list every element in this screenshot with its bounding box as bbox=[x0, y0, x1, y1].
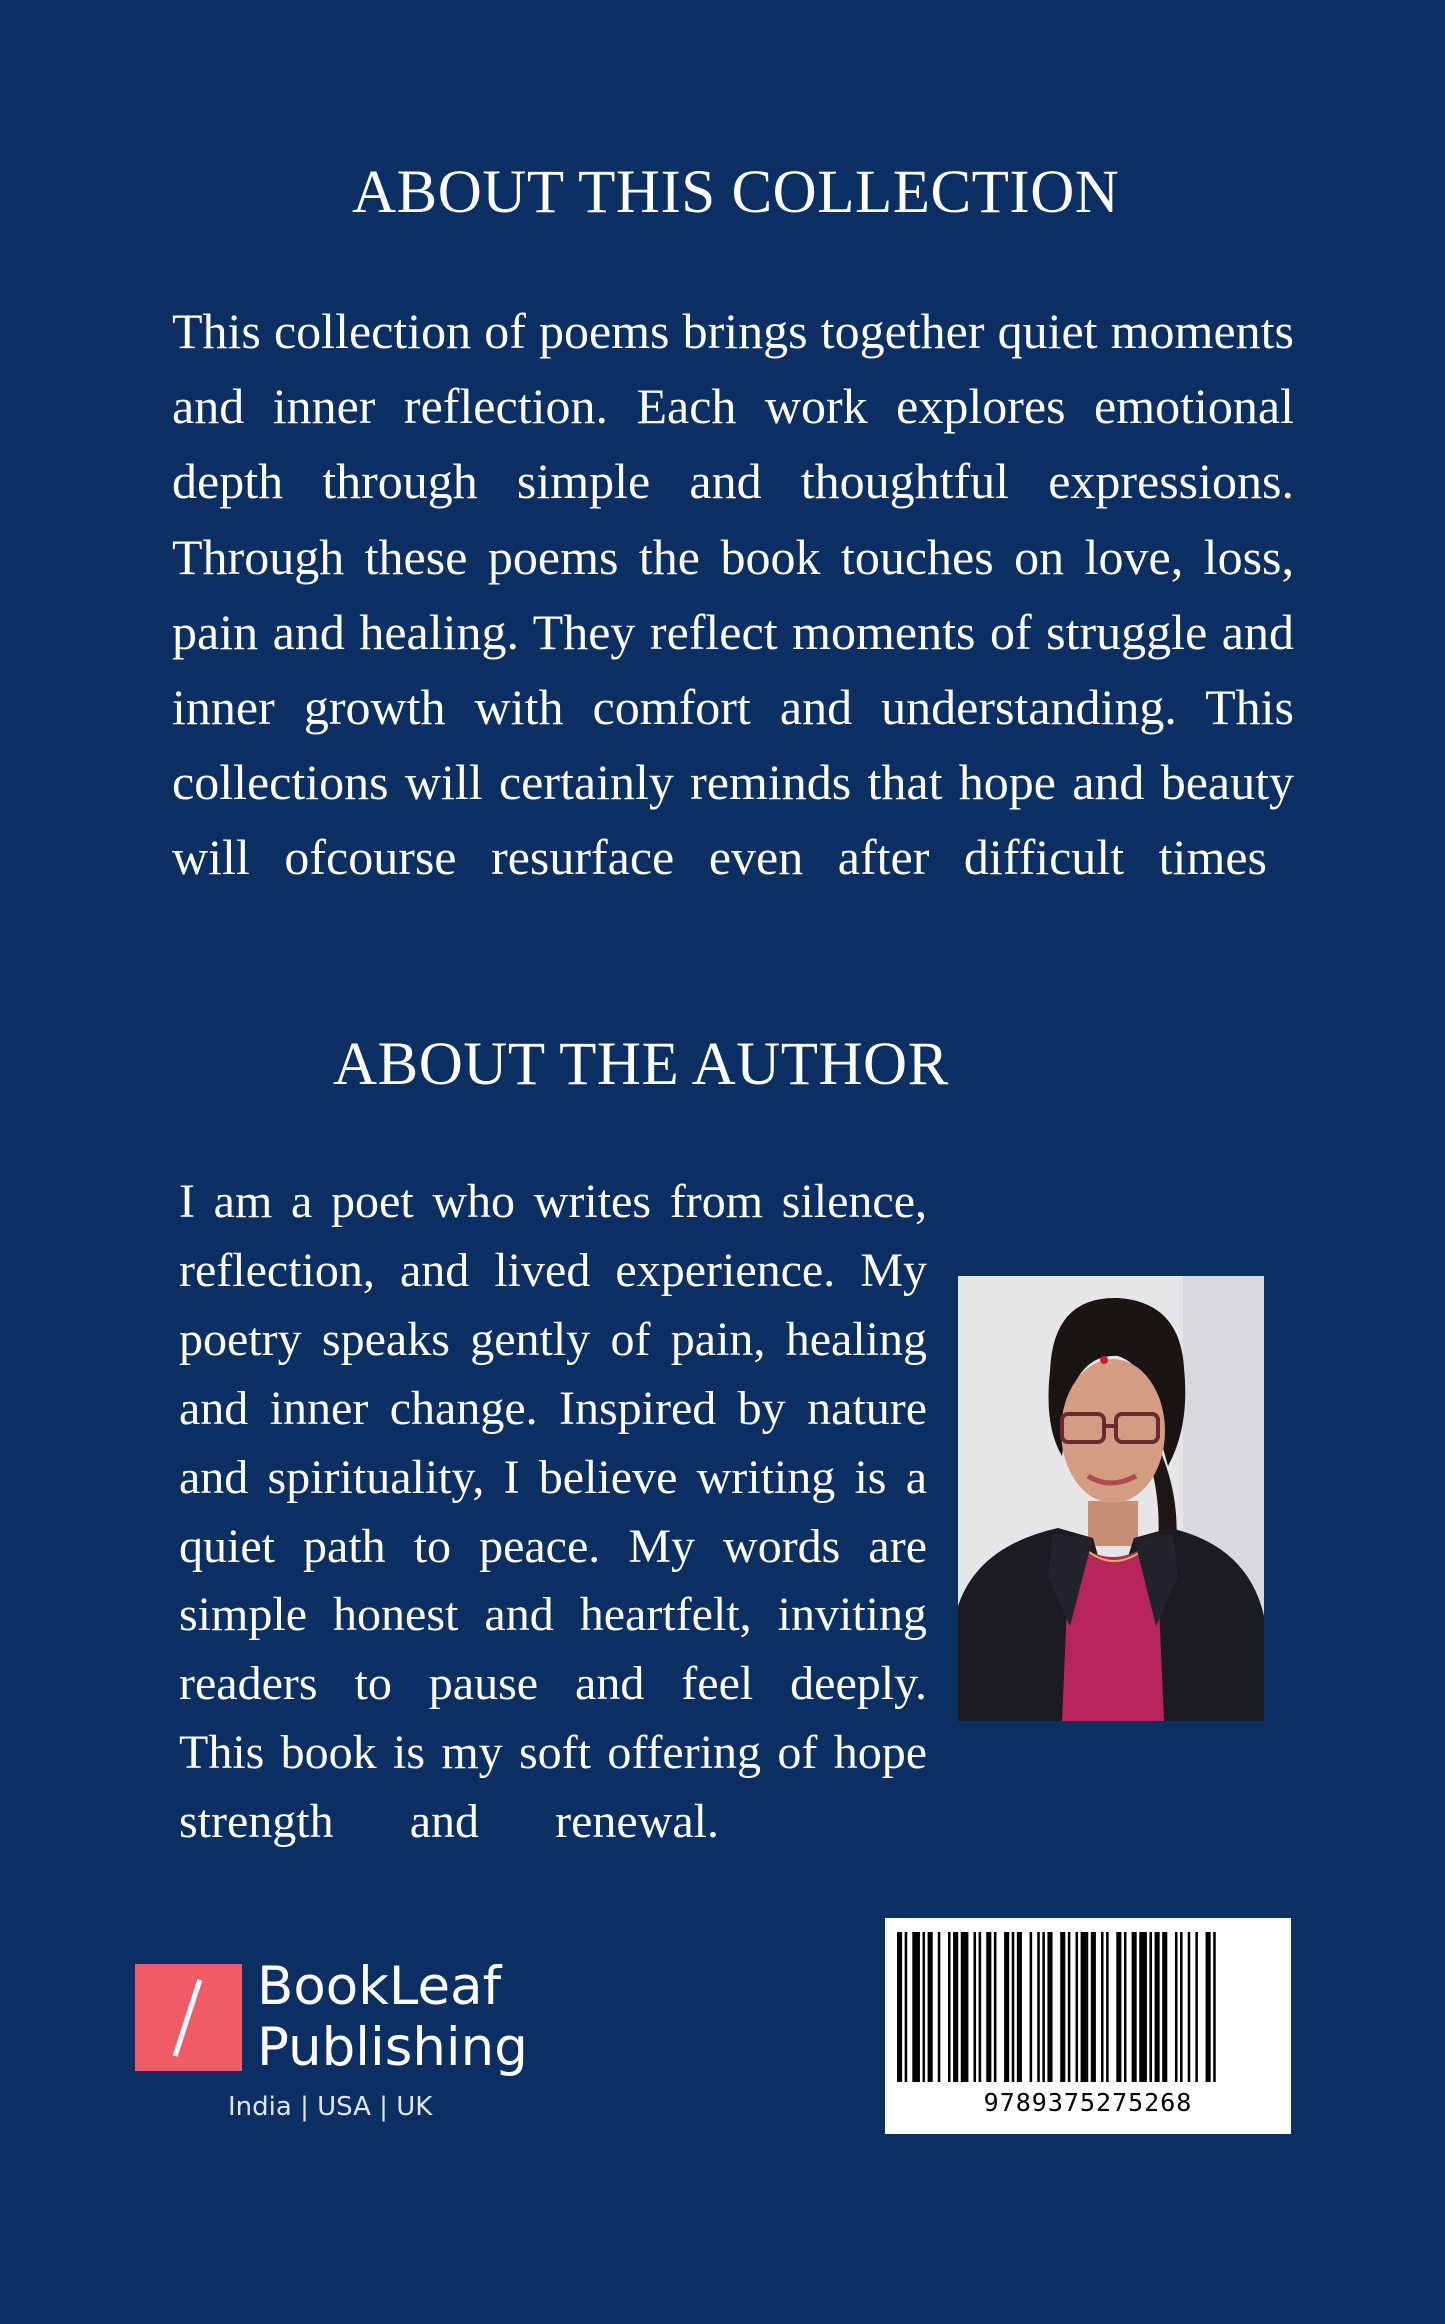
collection-line: and inner reflection. Each work explores emotional bbox=[172, 378, 1294, 435]
barcode-bar bbox=[1030, 1932, 1033, 2082]
author-bio-line: readers to pause and feel deeply. bbox=[179, 1657, 927, 1711]
barcode-bar bbox=[1139, 1932, 1147, 2082]
barcode-bars-icon bbox=[885, 1918, 1291, 2088]
collection-line: This collection of poems brings together quiet moments bbox=[172, 303, 1294, 359]
barcode-bar bbox=[1116, 1932, 1121, 2082]
barcode-bar bbox=[905, 1932, 908, 2082]
author-bio-line: I am a poet who writes from silence, bbox=[179, 1175, 927, 1228]
author-bio-line: and spirituality, I believe writing is a bbox=[179, 1450, 927, 1504]
barcode-bar bbox=[1068, 1932, 1071, 2082]
author-bio bbox=[179, 1168, 927, 1857]
author-portrait-illustration bbox=[958, 1276, 1264, 1721]
barcode-bar bbox=[1213, 1932, 1216, 2082]
collection-line: inner growth with comfort and understanding. This bbox=[172, 679, 1294, 736]
collection-line: pain and healing. They reflect moments of struggle and bbox=[172, 603, 1294, 660]
barcode-bar bbox=[928, 1932, 933, 2082]
barcode-bar bbox=[1101, 1932, 1104, 2082]
isbn-barcode bbox=[885, 1918, 1291, 2134]
barcode-bar bbox=[1155, 1932, 1160, 2082]
publisher-logo bbox=[135, 1964, 242, 2071]
barcode-bar bbox=[994, 1932, 997, 2082]
collection-line: Through these poems the book touches on love, loss, bbox=[172, 528, 1294, 585]
barcode-bar bbox=[1195, 1932, 1198, 2082]
barcode-bar bbox=[1180, 1932, 1183, 2082]
barcode-bar bbox=[1206, 1932, 1211, 2082]
barcode-bar bbox=[953, 1932, 958, 2082]
barcode-bar bbox=[974, 1932, 977, 2082]
collection-heading: ABOUT THIS COLLECTION bbox=[352, 159, 1120, 226]
publisher-name-line1: BookLeaf bbox=[257, 1956, 502, 2017]
barcode-bar bbox=[979, 1932, 982, 2082]
barcode-bar bbox=[961, 1932, 969, 2082]
author-bio-line: strength and renewal. bbox=[179, 1795, 719, 1849]
barcode-bar bbox=[912, 1932, 920, 2082]
author-bio-line: poetry speaks gently of pain, healing bbox=[179, 1312, 927, 1366]
author-bio-line: and inner change. Inspired by nature bbox=[179, 1381, 927, 1435]
isbn-number: 9789375275268 bbox=[983, 2088, 1193, 2117]
barcode-bar bbox=[938, 1932, 941, 2082]
barcode-bar bbox=[1188, 1932, 1191, 2082]
barcode-bar bbox=[923, 1932, 926, 2082]
author-bio-line: This book is my soft offering of hope bbox=[179, 1726, 927, 1780]
barcode-bar bbox=[1042, 1932, 1045, 2082]
slash-icon bbox=[173, 1979, 202, 2057]
barcode-bar bbox=[1091, 1932, 1096, 2082]
collection-line: will ofcourse resurface even after difficult times bbox=[172, 829, 1267, 886]
barcode-bar bbox=[986, 1932, 991, 2082]
barcode-bar bbox=[1012, 1932, 1015, 2082]
barcode-bar bbox=[1004, 1932, 1009, 2082]
barcode-bar bbox=[1149, 1932, 1152, 2082]
barcode-bar bbox=[1076, 1932, 1079, 2082]
author-bio-line: quiet path to peace. My words are bbox=[179, 1519, 927, 1573]
author-heading: ABOUT THE AUTHOR bbox=[333, 1031, 949, 1098]
barcode-bar bbox=[1037, 1932, 1040, 2082]
author-bio-line: simple honest and heartfelt, inviting bbox=[179, 1588, 927, 1642]
barcode-bar bbox=[1132, 1932, 1137, 2082]
barcode-bar bbox=[1060, 1932, 1065, 2082]
barcode-bar bbox=[897, 1932, 902, 2082]
barcode-bar bbox=[1047, 1932, 1052, 2082]
barcode-bar bbox=[1017, 1932, 1022, 2082]
author-photo bbox=[958, 1276, 1264, 1721]
collection-description bbox=[172, 294, 1294, 896]
publisher-regions: India | USA | UK bbox=[228, 2092, 433, 2122]
collection-line: collections will certainly reminds that hope and beauty bbox=[172, 754, 1294, 811]
barcode-bar bbox=[1124, 1932, 1127, 2082]
barcode-bar bbox=[948, 1932, 951, 2082]
publisher-name-line2: Publishing bbox=[257, 2017, 528, 2078]
barcode-bar bbox=[1081, 1932, 1089, 2082]
barcode-bar bbox=[1175, 1932, 1178, 2082]
author-bio-line: reflection, and lived experience. My bbox=[179, 1243, 927, 1297]
collection-line: depth through simple and thoughtful expressions. bbox=[172, 453, 1294, 510]
barcode-bar bbox=[1162, 1932, 1167, 2082]
barcode-bar bbox=[1106, 1932, 1109, 2082]
